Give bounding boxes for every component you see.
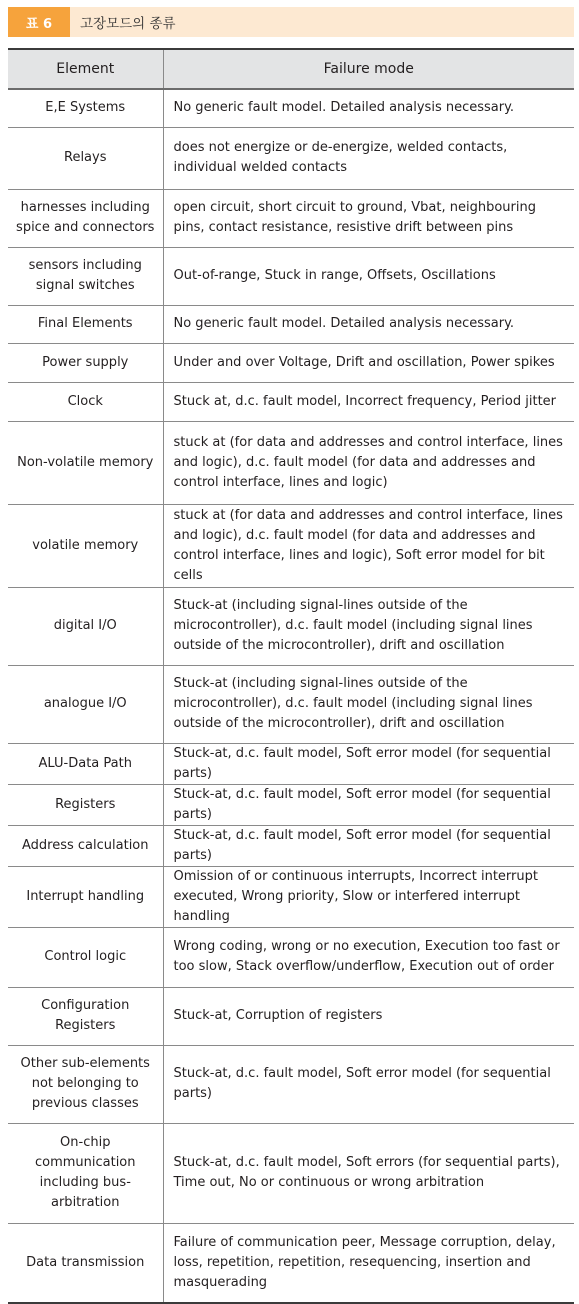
- table-row: [8, 89, 574, 127]
- element-cell: Data transmission: [8, 1223, 163, 1303]
- element-cell: On-chip communication including bus-arbitration: [8, 1123, 163, 1223]
- element-cell: Power supply: [8, 343, 163, 382]
- element-cell: Control logic: [8, 927, 163, 987]
- table-row: [8, 343, 574, 382]
- header-element: Element: [8, 49, 163, 89]
- table-row: [8, 587, 574, 665]
- element-cell: harnesses including spice and connectors: [8, 189, 163, 247]
- failure-mode-cell: stuck at (for data and addresses and control interface, lines and logic), d.c. fault model (for data and addresses and control interface, lines and logic), Soft error model for bit cells: [163, 504, 574, 587]
- failure-mode-cell: Stuck-at, d.c. fault model, Soft error model (for sequential parts): [163, 1045, 574, 1123]
- table-row: [8, 421, 574, 504]
- table-row: [8, 1223, 574, 1303]
- table-row: [8, 927, 574, 987]
- element-cell: analogue I/O: [8, 665, 163, 743]
- failure-mode-cell: No generic fault model. Detailed analysis necessary.: [163, 305, 574, 343]
- failure-mode-cell: Stuck-at, d.c. fault model, Soft error model (for sequential parts): [163, 784, 574, 825]
- failure-mode-table: [8, 48, 574, 1304]
- table-row: [8, 247, 574, 305]
- table-row: [8, 382, 574, 421]
- table-row: [8, 987, 574, 1045]
- element-cell: Configuration Registers: [8, 987, 163, 1045]
- element-cell: Final Elements: [8, 305, 163, 343]
- failure-mode-cell: open circuit, short circuit to ground, Vbat, neighbouring pins, contact resistance, resistive drift between pins: [163, 189, 574, 247]
- element-cell: Interrupt handling: [8, 866, 163, 927]
- element-cell: digital I/O: [8, 587, 163, 665]
- failure-mode-cell: Stuck at, d.c. fault model, Incorrect frequency, Period jitter: [163, 382, 574, 421]
- table-row: [8, 127, 574, 189]
- element-cell: Relays: [8, 127, 163, 189]
- failure-mode-cell: Stuck-at (including signal-lines outside of the microcontroller), d.c. fault model (including signal lines outside of the microcontroller), drift and oscillation: [163, 665, 574, 743]
- element-cell: volatile memory: [8, 504, 163, 587]
- element-cell: Non-volatile memory: [8, 421, 163, 504]
- failure-mode-cell: stuck at (for data and addresses and control interface, lines and logic), d.c. fault model (for data and addresses and control interface, lines and logic): [163, 421, 574, 504]
- table-number-badge: 표 6: [8, 7, 70, 37]
- element-cell: Address calculation: [8, 825, 163, 866]
- failure-mode-cell: Stuck-at, d.c. fault model, Soft error model (for sequential parts): [163, 825, 574, 866]
- header-failure-mode: Failure mode: [163, 49, 574, 89]
- table-row: [8, 504, 574, 587]
- table-row: [8, 743, 574, 784]
- failure-mode-cell: Under and over Voltage, Drift and oscillation, Power spikes: [163, 343, 574, 382]
- element-cell: Clock: [8, 382, 163, 421]
- failure-mode-cell: Wrong coding, wrong or no execution, Execution too fast or too slow, Stack overflow/underflow, Execution out of order: [163, 927, 574, 987]
- table-row: [8, 1045, 574, 1123]
- failure-mode-cell: No generic fault model. Detailed analysis necessary.: [163, 89, 574, 127]
- table-row: [8, 189, 574, 247]
- table-row: [8, 1123, 574, 1223]
- table-row: [8, 866, 574, 927]
- table-header-row: [8, 49, 574, 89]
- table-row: [8, 825, 574, 866]
- element-cell: E,E Systems: [8, 89, 163, 127]
- failure-mode-cell: Stuck-at (including signal-lines outside of the microcontroller), d.c. fault model (including signal lines outside of the microcontroller), drift and oscillation: [163, 587, 574, 665]
- table-row: [8, 784, 574, 825]
- element-cell: sensors including signal switches: [8, 247, 163, 305]
- table-caption: [8, 7, 574, 37]
- failure-mode-cell: does not energize or de-energize, welded contacts, individual welded contacts: [163, 127, 574, 189]
- element-cell: Other sub-elements not belonging to previous classes: [8, 1045, 163, 1123]
- table-row: [8, 305, 574, 343]
- element-cell: ALU-Data Path: [8, 743, 163, 784]
- failure-mode-cell: Stuck-at, d.c. fault model, Soft error model (for sequential parts): [163, 743, 574, 784]
- element-cell: Registers: [8, 784, 163, 825]
- failure-mode-cell: Omission of or continuous interrupts, Incorrect interrupt executed, Wrong priority, Slow or interfered interrupt handling: [163, 866, 574, 927]
- table-title: 고장모드의 종류: [80, 16, 176, 32]
- failure-mode-cell: Out-of-range, Stuck in range, Offsets, Oscillations: [163, 247, 574, 305]
- failure-mode-cell: Stuck-at, d.c. fault model, Soft errors (for sequential parts), Time out, No or continuous or wrong arbitration: [163, 1123, 574, 1223]
- failure-mode-cell: Stuck-at, Corruption of registers: [163, 987, 574, 1045]
- table-row: [8, 665, 574, 743]
- failure-mode-cell: Failure of communication peer, Message corruption, delay, loss, repetition, repetition, resequencing, insertion and masquerading: [163, 1223, 574, 1303]
